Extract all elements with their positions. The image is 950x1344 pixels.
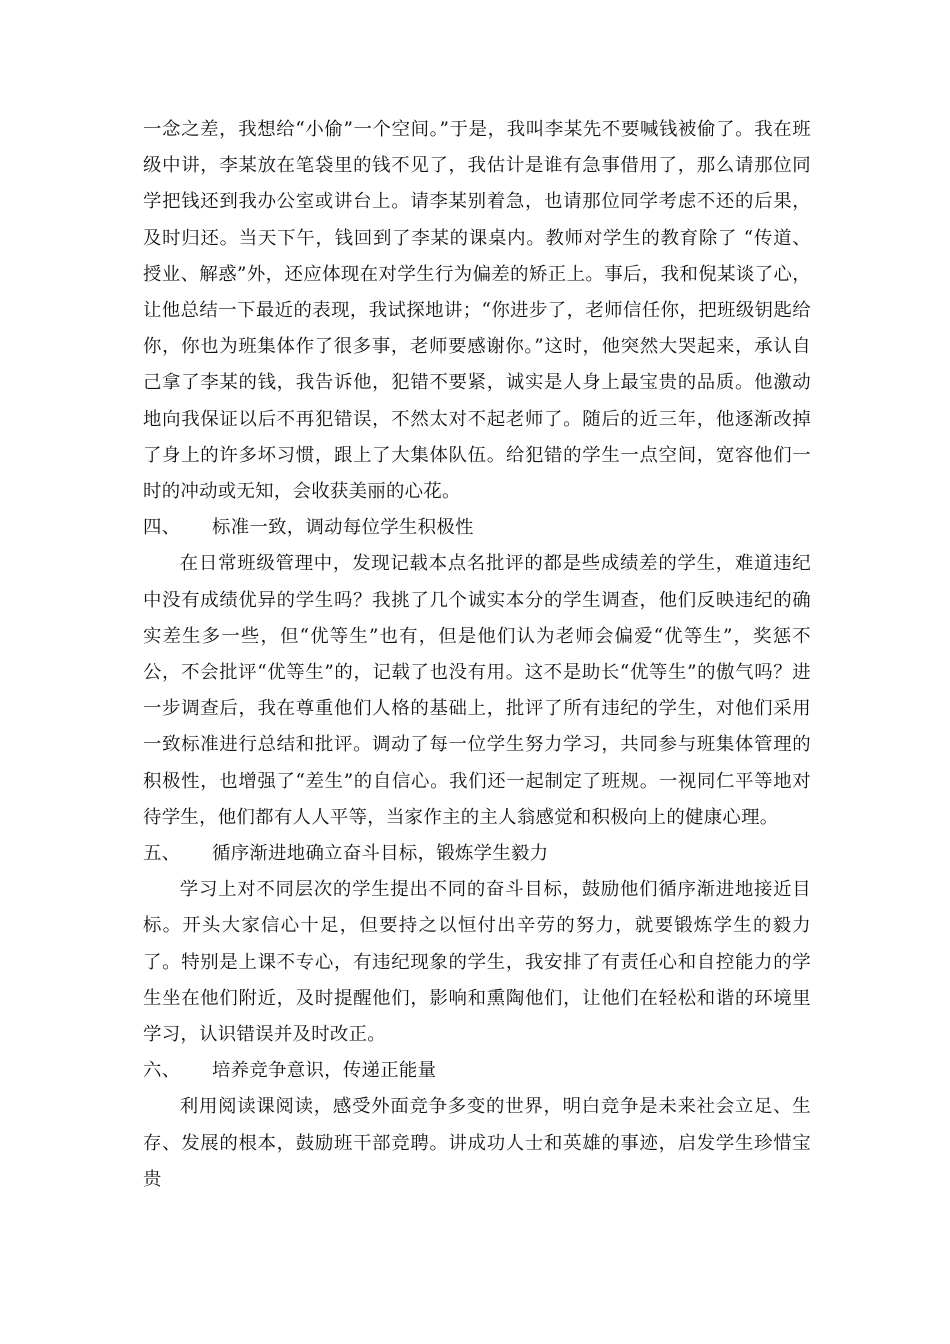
section-title: 标准一致，调动每位学生积极性	[212, 517, 474, 539]
section-number: 六、	[143, 1060, 181, 1082]
section-heading-4	[143, 510, 811, 546]
body-paragraph-4: 利用阅读课阅读，感受外面竞争多变的世界，明白竞争是未来社会立足、生存、发展的根本，鼓励班干部竞聘。讲成功人士和英雄的事迹，启发学生珍惜宝贵	[143, 1096, 811, 1190]
document-body	[143, 112, 811, 1198]
section-heading-6	[143, 1053, 811, 1089]
body-paragraph-3: 学习上对不同层次的学生提出不同的奋斗目标，鼓励他们循序渐进地接近目标。开头大家信心十足，但要持之以恒付出辛劳的努力，就要锻炼学生的毅力了。特别是上课不专心，有违纪现象的学生，我安排了有责任心和自控能力的学生坐在他们附近，及时提醒他们，影响和熏陶他们，让他们在轻松和谐的环境里学习，认识错误并及时改正。	[143, 879, 811, 1046]
section-number: 五、	[143, 843, 181, 865]
body-paragraph-1: 一念之差，我想给“小偷”一个空间。”于是，我叫李某先不要喊钱被偷了。我在班级中讲，李某放在笔袋里的钱不见了，我估计是谁有急事借用了，那么请那位同学把钱还到我办公室或讲台上。请李某别着急，也请那位同学考虑不还的后果，及时归还。当天下午，钱回到了李某的课桌内。教师对学生的教育除了 “传道、授业、解惑”外，还应体现在对学生行为偏差的矫正上。事后，我和倪某谈了心，让他总结一下最近的表现，我试探地讲；“你进步了，老师信任你，把班级钥匙给你，你也为班集体作了很多事，老师要感谢你。”这时，他突然大哭起来，承认自己拿了李某的钱，我告诉他，犯错不要紧，诚实是人身上最宝贵的品质。他激动地向我保证以后不再犯错误，不然太对不起老师了。随后的近三年，他逐渐改掉了身上的许多坏习惯，跟上了大集体队伍。给犯错的学生一点空间，宽容他们一时的冲动或无知，会收获美丽的心花。	[143, 119, 811, 503]
section-title: 循序渐进地确立奋斗目标，锻炼学生毅力	[212, 843, 549, 865]
section-title: 培养竞争意识，传递正能量	[212, 1060, 437, 1082]
section-heading-5	[143, 836, 811, 872]
body-paragraph-2: 在日常班级管理中，发现记载本点名批评的都是些成绩差的学生，难道违纪中没有成绩优异的学生吗？我挑了几个诚实本分的学生调查，他们反映违纪的确实差生多一些，但“优等生”也有，但是他们认为老师会偏爱“优等生”，奖惩不公，不会批评“优等生”的，记载了也没有用。这不是助长“优等生”的傲气吗？进一步调查后，我在尊重他们人格的基础上，批评了所有违纪的学生，对他们采用一致标准进行总结和批评。调动了每一位学生努力学习，共同参与班集体管理的积极性，也增强了“差生”的自信心。我们还一起制定了班规。一视同仁平等地对待学生，他们都有人人平等，当家作主的主人翁感觉和积极向上的健康心理。	[143, 553, 811, 828]
section-number: 四、	[143, 517, 181, 539]
